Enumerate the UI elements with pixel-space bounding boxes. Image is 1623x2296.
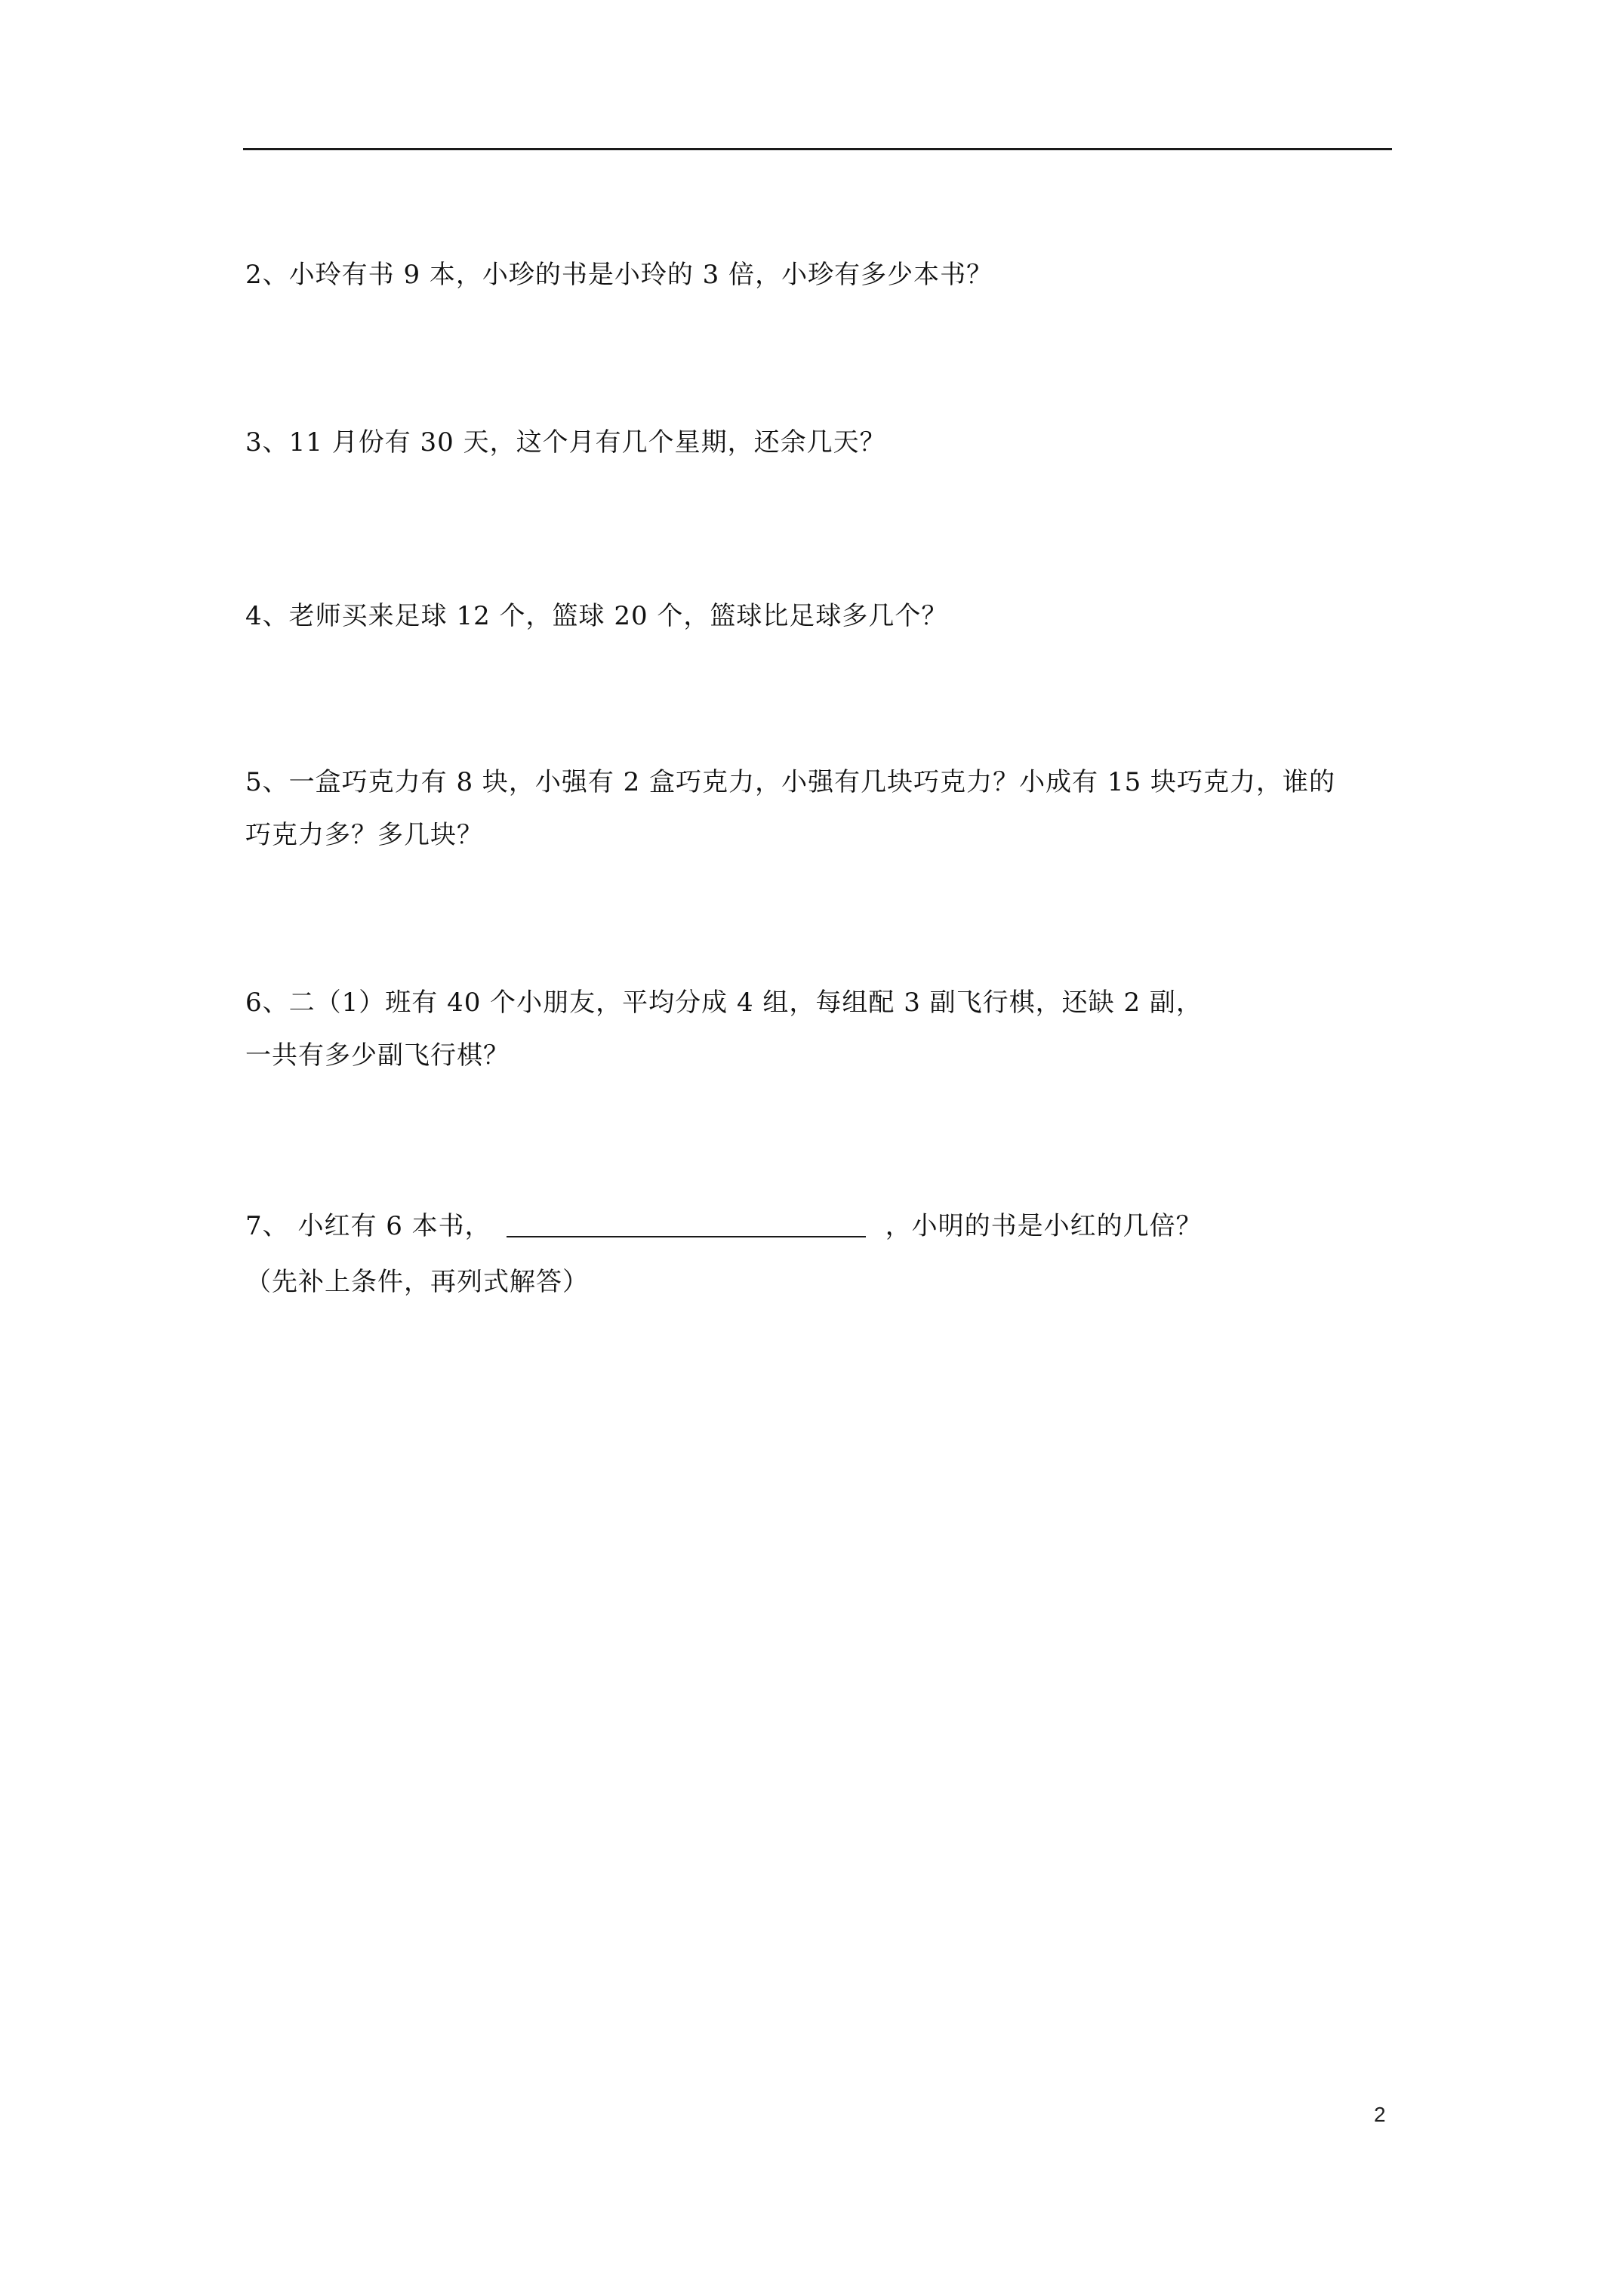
question-5-line-1: 5、一盒巧克力有 8 块，小强有 2 盒巧克力，小强有几块巧克力？小成有 15 块巧克力，谁的: [245, 767, 1336, 797]
page-number: 2: [1374, 2103, 1386, 2126]
answer-blank[interactable]: [507, 1210, 866, 1237]
question-7-prefix: 7、 小红有 6 本书，: [245, 1211, 491, 1241]
question-7-note: （先补上条件，再列式解答）: [245, 1267, 589, 1297]
question-4: 4、老师买来足球 12 个，篮球 20 个，篮球比足球多几个？: [245, 601, 948, 631]
question-3: 3、11 月份有 30 天，这个月有几个星期，还余几天？: [245, 427, 886, 458]
question-6-line-1: 6、二（1）班有 40 个小朋友，平均分成 4 组，每组配 3 副飞行棋，还缺 2 副，: [245, 988, 1203, 1018]
question-7: [245, 1210, 1203, 1243]
header-divider: [243, 148, 1392, 150]
question-6-line-2: 一共有多少副飞行棋？: [245, 1040, 510, 1071]
question-7-suffix: ，小明的书是小红的几倍？: [885, 1211, 1203, 1241]
question-2: 2、小玲有书 9 本，小珍的书是小玲的 3 倍，小珍有多少本书？: [245, 260, 993, 290]
question-5-line-2: 巧克力多？多几块？: [245, 820, 483, 850]
